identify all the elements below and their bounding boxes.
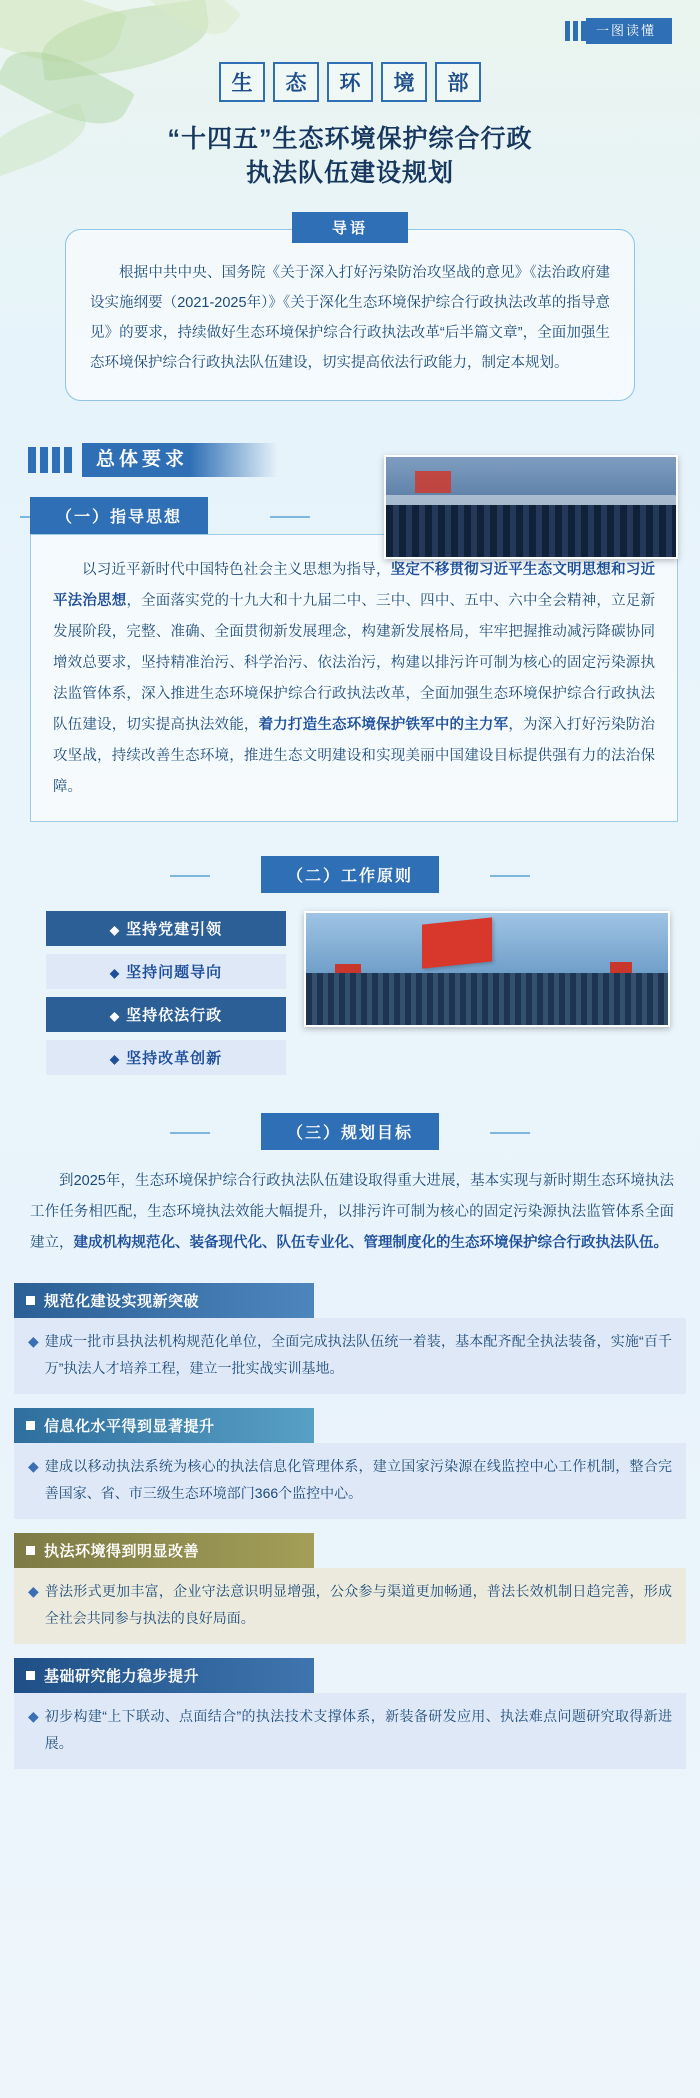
principle-label-1: 坚持问题导向 [126,964,223,981]
goal-card [14,1533,686,1644]
goals-heading: （三）规划目标 [261,1113,439,1150]
square-icon [26,1296,35,1305]
card-title-0 [14,1283,314,1318]
card-body-text-3: 初步构建“上下联动、点面结合”的执法技术支撑体系，新装备研发应用、执法难点问题研究取得新进展。 [44,1708,672,1751]
principle-label-2: 坚持依法行政 [126,1007,223,1024]
card-body-0 [14,1318,686,1394]
card-body-2 [14,1568,686,1644]
principle-item-2 [46,997,286,1032]
goals-text [30,1166,674,1259]
square-icon [26,1546,35,1555]
card-title-text-1: 信息化水平得到显著提升 [44,1418,215,1435]
page-title-line2: 执法队伍建设规划 [245,159,454,187]
principle-item-0 [46,911,286,946]
guiding-text-p2: ，全面落实党的十九大和十九届二中、三中、四中、五中、六中全会精神，立足新发展阶段，完整、准确、全面贯彻新发展理念，构建新发展格局，牢牢把握推动减污降碳协同增效总要求，坚持精准治污、科学治污、依法治污，构建以排污许可制为核心的固定污染源执法监管体系，深入推进生态环境保护综合行政执法改革，全面加强生态环境保护综合行政执法队伍建设，切实提高执法效能， [53,593,655,733]
goal-card [14,1408,686,1519]
card-title-text-3: 基础研究能力稳步提升 [44,1668,200,1685]
page-title-line1: “十四五”生态环境保护综合行政 [167,125,533,153]
ministry-char-2: 环 [327,62,373,102]
diamond-icon: ◆ [28,1458,39,1474]
diamond-icon: ◆ [109,923,121,937]
card-title-3 [14,1658,314,1693]
bottom-spacer [0,1783,700,1813]
principles-block [0,856,700,1083]
card-title-text-2: 执法环境得到明显改善 [44,1543,200,1560]
diamond-icon: ◆ [28,1708,39,1724]
ribbon-line-right-2 [490,875,530,877]
enforcement-team-photo [384,455,678,559]
page-title [0,122,700,190]
card-body-text-1: 建成以移动执法系统为核心的执法信息化管理体系，建立国家污染源在线监控中心工作机制，整合完善国家、省、市三级生态环境部门366个监控中心。 [44,1458,672,1501]
diamond-icon: ◆ [109,966,121,980]
guiding-heading: （一）指导思想 [30,497,208,534]
photo-crowd [306,973,668,1025]
diamond-icon: ◆ [28,1333,39,1349]
card-body-text-2: 普法形式更加丰富，企业守法意识明显增强，公众参与渠道更加畅通，普法长效机制日趋完善，形成全社会共同参与执法的良好局面。 [44,1583,672,1626]
diamond-icon: ◆ [28,1583,39,1599]
square-icon [26,1421,35,1430]
photo-flag [415,471,451,493]
section-bars-icon [28,447,72,473]
tag-bars-icon [565,18,586,44]
guiding-text [30,534,678,822]
photo-people [386,505,676,557]
principles-heading-ribbon [180,856,520,893]
flag-ceremony-photo [304,911,670,1027]
card-body-1 [14,1443,686,1519]
ribbon-line-left-2 [170,875,210,877]
principles-heading: （二）工作原则 [261,856,439,893]
ribbon-line-right-3 [490,1132,530,1134]
goals-block [0,1113,700,1259]
guiding-heading-ribbon [30,497,300,534]
photo-band [386,495,676,505]
goals-heading-ribbon [180,1113,520,1150]
card-title-text-0: 规范化建设实现新突破 [44,1293,200,1310]
photo-large-flag [422,917,492,968]
diamond-icon: ◆ [109,1009,121,1023]
diamond-icon: ◆ [109,1052,121,1066]
principle-label-3: 坚持改革创新 [126,1050,223,1067]
guiding-text-p3: ，为深入打好污染防治攻坚战，持续改善生态环境，推进生态文明建设和实现美丽中国建设目标提供强有力的法治保障。 [53,717,655,795]
goal-cards [14,1283,686,1769]
guiding-text-b1: 坚定不移贯彻习近平生态文明思想和习近平法治思想 [53,562,656,609]
tag-label: 一图读懂 [586,18,672,44]
card-body-text-0: 建成一批市县执法机构规范化单位，全面完成执法队伍统一着装，基本配齐配全执法装备，实施“百千万”执法人才培养工程，建立一批实战实训基地。 [44,1333,672,1376]
card-title-2 [14,1533,314,1568]
goals-text-b1: 建成机构规范化、装备现代化、队伍专业化、管理制度化的生态环境保护综合行政执法队伍。 [73,1235,668,1251]
card-body-3 [14,1693,686,1769]
intro-label: 导语 [292,212,408,243]
guiding-text-b2: 着力打造生态环境保护铁军中的主力军 [258,717,509,733]
ribbon-line-right [270,516,310,518]
ministry-char-3: 境 [381,62,427,102]
top-right-tag [565,18,672,44]
intro-section [65,212,635,401]
goals-text-p1: 到2025年，生态环境保护综合行政执法队伍建设取得重大进展，基本实现与新时期生态环境执法工作任务相匹配，生态环境执法效能大幅提升，以排污许可制为核心的固定污染源执法监管体系全面建立， [30,1173,674,1251]
square-icon [26,1671,35,1680]
goal-card [14,1283,686,1394]
ribbon-line-left-3 [170,1132,210,1134]
principles-list [46,911,286,1083]
ministry-char-0: 生 [219,62,265,102]
intro-text: 根据中共中央、国务院《关于深入打好污染防治攻坚战的意见》《法治政府建设实施纲要（2021-2025年）》《关于深化生态环境保护综合行政执法改革的指导意见》的要求，持续做好生态环境保护综合行政执法改革“后半篇文章”，全面加强生态环境保护综合行政执法队伍建设，切实提高依法行政能力，制定本规划。 [65,229,635,401]
card-title-1 [14,1408,314,1443]
guiding-thought-block [0,497,700,822]
principle-label-0: 坚持党建引领 [126,921,223,938]
principle-item-3 [46,1040,286,1075]
ministry-char-1: 态 [273,62,319,102]
guiding-text-p1: 以习近平新时代中国特色社会主义思想为指导， [82,562,391,578]
principle-item-1 [46,954,286,989]
ministry-char-4: 部 [435,62,481,102]
section-title: 总体要求 [82,443,278,477]
ministry-title [0,62,700,102]
goal-card [14,1658,686,1769]
